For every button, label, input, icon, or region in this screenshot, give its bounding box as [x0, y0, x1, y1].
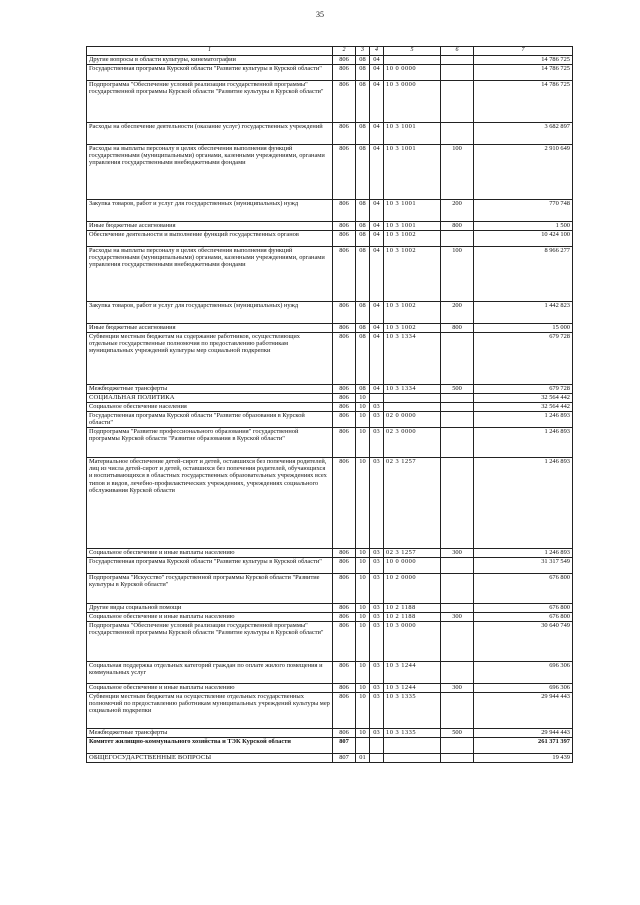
row-pr-code: 03 [370, 693, 384, 729]
row-name: Другие виды социальной помощи [87, 604, 333, 613]
row-gr-code: 806 [333, 604, 356, 613]
row-rz-code: 10 [356, 394, 370, 403]
row-amount: 1 500 [474, 222, 573, 231]
row-amount: 261 371 397 [474, 738, 573, 754]
row-csr-code [384, 403, 441, 412]
row-pr-code: 03 [370, 604, 384, 613]
row-name: Другие вопросы в области культуры, кинематографии [87, 56, 333, 65]
table-row [87, 622, 573, 662]
row-name: СОЦИАЛЬНАЯ ПОЛИТИКА [87, 394, 333, 403]
table-row [87, 65, 573, 81]
row-name: Обеспечение деятельности и выполнение функций государственных органов [87, 231, 333, 247]
row-amount: 31 317 549 [474, 558, 573, 574]
row-amount: 696 306 [474, 662, 573, 684]
row-csr-code [384, 754, 441, 763]
row-name: Иные бюджетные ассигнования [87, 324, 333, 333]
row-pr-code: 03 [370, 403, 384, 412]
row-csr-code: 10 3 1002 [384, 324, 441, 333]
row-amount: 696 306 [474, 684, 573, 693]
row-pr-code: 03 [370, 458, 384, 549]
row-name: Иные бюджетные ассигнования [87, 222, 333, 231]
row-rz-code: 10 [356, 684, 370, 693]
row-vr-code [441, 81, 474, 123]
row-gr-code: 806 [333, 403, 356, 412]
row-vr-code: 300 [441, 684, 474, 693]
row-gr-code: 806 [333, 458, 356, 549]
row-csr-code [384, 394, 441, 403]
row-name: Государственная программа Курской области "Развитие культуры в Курской области" [87, 558, 333, 574]
row-csr-code: 10 3 1334 [384, 333, 441, 385]
table-row [87, 693, 573, 729]
row-rz-code [356, 738, 370, 754]
row-vr-code: 200 [441, 200, 474, 222]
row-csr-code: 10 3 1335 [384, 693, 441, 729]
column-number: 1 [87, 47, 333, 56]
row-pr-code: 04 [370, 145, 384, 200]
row-name: Социальное обеспечение и иные выплаты населению [87, 613, 333, 622]
row-gr-code: 806 [333, 729, 356, 738]
row-rz-code: 10 [356, 604, 370, 613]
row-pr-code: 04 [370, 302, 384, 324]
row-vr-code [441, 65, 474, 81]
row-gr-code: 806 [333, 200, 356, 222]
row-rz-code: 10 [356, 729, 370, 738]
row-pr-code: 04 [370, 81, 384, 123]
row-gr-code: 806 [333, 662, 356, 684]
row-vr-code [441, 622, 474, 662]
row-gr-code: 807 [333, 738, 356, 754]
row-rz-code: 08 [356, 200, 370, 222]
row-gr-code: 806 [333, 428, 356, 458]
row-amount: 1 246 893 [474, 428, 573, 458]
row-rz-code: 08 [356, 145, 370, 200]
row-pr-code [370, 394, 384, 403]
row-amount: 770 748 [474, 200, 573, 222]
table-row [87, 333, 573, 385]
row-gr-code: 806 [333, 302, 356, 324]
row-vr-code: 100 [441, 247, 474, 302]
row-rz-code: 10 [356, 613, 370, 622]
row-csr-code: 10 2 0000 [384, 574, 441, 604]
row-name: Закупка товаров, работ и услуг для государственных (муниципальных) нужд [87, 302, 333, 324]
row-name: Субвенции местным бюджетам на осуществление отдельных государственных полномочий по предоставлению работникам муниципальных учреждений культуры мер социальной подкрепки [87, 693, 333, 729]
row-rz-code: 10 [356, 574, 370, 604]
row-gr-code: 806 [333, 693, 356, 729]
row-rz-code: 08 [356, 222, 370, 231]
row-gr-code: 806 [333, 574, 356, 604]
table-row [87, 324, 573, 333]
row-vr-code [441, 333, 474, 385]
column-number: 2 [333, 47, 356, 56]
row-gr-code: 806 [333, 324, 356, 333]
row-pr-code: 03 [370, 729, 384, 738]
row-pr-code: 03 [370, 684, 384, 693]
row-vr-code: 500 [441, 385, 474, 394]
row-name: Расходы на выплаты персоналу в целях обеспечения выполнения функций государственными (муниципальными) органами, казенными учреждениями, органами управления государственными внебюджетными фондами [87, 145, 333, 200]
table-row [87, 56, 573, 65]
table-row [87, 145, 573, 200]
row-pr-code: 04 [370, 333, 384, 385]
row-vr-code [441, 412, 474, 428]
table-row [87, 231, 573, 247]
row-gr-code: 806 [333, 684, 356, 693]
row-vr-code: 100 [441, 145, 474, 200]
row-vr-code [441, 231, 474, 247]
row-name: Подпрограмма "Обеспечение условий реализации государственной программы" государственной программы Курской области "Развитие культуры в Курской области" [87, 81, 333, 123]
row-vr-code [441, 56, 474, 65]
row-amount: 10 424 100 [474, 231, 573, 247]
table-row [87, 662, 573, 684]
row-gr-code: 806 [333, 394, 356, 403]
row-vr-code: 800 [441, 222, 474, 231]
row-vr-code [441, 754, 474, 763]
row-rz-code: 10 [356, 662, 370, 684]
row-rz-code: 10 [356, 458, 370, 549]
row-vr-code [441, 123, 474, 145]
row-csr-code: 10 2 1188 [384, 604, 441, 613]
row-gr-code: 806 [333, 145, 356, 200]
row-csr-code: 10 3 1001 [384, 145, 441, 200]
row-name: ОБЩЕГОСУДАРСТВЕННЫЕ ВОПРОСЫ [87, 754, 333, 763]
row-gr-code: 806 [333, 549, 356, 558]
table-row [87, 549, 573, 558]
row-csr-code: 10 3 1002 [384, 302, 441, 324]
column-number: 5 [384, 47, 441, 56]
row-csr-code: 02 3 1257 [384, 458, 441, 549]
table-row [87, 428, 573, 458]
row-pr-code [370, 738, 384, 754]
table-row [87, 81, 573, 123]
column-number: 3 [356, 47, 370, 56]
table-row [87, 394, 573, 403]
row-vr-code [441, 574, 474, 604]
row-gr-code: 807 [333, 754, 356, 763]
row-pr-code: 03 [370, 558, 384, 574]
row-csr-code: 10 3 1335 [384, 729, 441, 738]
row-csr-code: 10 3 1002 [384, 231, 441, 247]
table-row [87, 729, 573, 738]
row-vr-code [441, 693, 474, 729]
row-gr-code: 806 [333, 385, 356, 394]
row-amount: 19 439 [474, 754, 573, 763]
row-csr-code [384, 738, 441, 754]
row-gr-code: 806 [333, 333, 356, 385]
table-body [87, 56, 573, 763]
row-amount: 679 728 [474, 385, 573, 394]
row-csr-code: 10 3 1001 [384, 200, 441, 222]
budget-table [86, 46, 573, 763]
row-rz-code: 08 [356, 56, 370, 65]
row-vr-code: 500 [441, 729, 474, 738]
row-csr-code: 10 3 1001 [384, 123, 441, 145]
row-vr-code: 300 [441, 549, 474, 558]
row-csr-code: 10 3 0000 [384, 81, 441, 123]
row-rz-code: 08 [356, 333, 370, 385]
row-name: Социальное обеспечение и иные выплаты населению [87, 549, 333, 558]
row-vr-code [441, 394, 474, 403]
row-name: Государственная программа Курской области "Развитие образования в Курской области" [87, 412, 333, 428]
page-number: 35 [316, 10, 324, 19]
row-amount: 1 246 893 [474, 458, 573, 549]
row-gr-code: 806 [333, 56, 356, 65]
row-gr-code: 806 [333, 558, 356, 574]
table-row [87, 412, 573, 428]
row-rz-code: 10 [356, 412, 370, 428]
row-amount: 32 564 442 [474, 394, 573, 403]
row-name: Материальное обеспечение детей-сирот и детей, оставшихся без попечения родителей, лиц из числа детей-сирот и детей, оставшихся без попечения родителей, обучающихся и воспитывающихся в областных государственных образовательных учреждениях всех типов и видов, лечебно-профилактических учреждениях, учреждениях социального обслуживания Курской области [87, 458, 333, 549]
row-rz-code: 08 [356, 385, 370, 394]
row-pr-code: 04 [370, 65, 384, 81]
table-row [87, 302, 573, 324]
row-vr-code [441, 428, 474, 458]
row-pr-code: 03 [370, 662, 384, 684]
table-row [87, 613, 573, 622]
row-rz-code: 10 [356, 549, 370, 558]
row-name: Комитет жилищно-коммунального хозяйства и ТЭК Курской области [87, 738, 333, 754]
row-name: Закупка товаров, работ и услуг для государственных (муниципальных) нужд [87, 200, 333, 222]
row-csr-code: 10 2 1188 [384, 613, 441, 622]
row-rz-code: 10 [356, 428, 370, 458]
row-gr-code: 806 [333, 123, 356, 145]
row-pr-code: 03 [370, 549, 384, 558]
table-row [87, 247, 573, 302]
column-number: 4 [370, 47, 384, 56]
row-csr-code: 02 0 0000 [384, 412, 441, 428]
row-vr-code: 300 [441, 613, 474, 622]
row-amount: 1 442 823 [474, 302, 573, 324]
row-name: Социальное обеспечение населения [87, 403, 333, 412]
row-name: Расходы на обеспечение деятельности (оказание услуг) государственных учреждений [87, 123, 333, 145]
row-rz-code: 08 [356, 324, 370, 333]
row-gr-code: 806 [333, 412, 356, 428]
row-amount: 30 640 749 [474, 622, 573, 662]
row-gr-code: 806 [333, 613, 356, 622]
row-amount: 14 786 725 [474, 65, 573, 81]
row-pr-code: 04 [370, 200, 384, 222]
row-amount: 679 728 [474, 333, 573, 385]
row-name: Субвенции местным бюджетам на содержание работников, осуществляющих отдельные государственные полномочия по предоставлению работникам муниципальных учреждений культуры мер социальной подкрепки [87, 333, 333, 385]
row-amount: 29 944 443 [474, 693, 573, 729]
table-row [87, 558, 573, 574]
column-number: 7 [474, 47, 573, 56]
row-csr-code: 10 0 0000 [384, 65, 441, 81]
row-rz-code: 10 [356, 622, 370, 662]
row-gr-code: 806 [333, 65, 356, 81]
row-csr-code: 10 3 1334 [384, 385, 441, 394]
column-number: 6 [441, 47, 474, 56]
row-amount: 14 786 725 [474, 81, 573, 123]
row-rz-code: 08 [356, 81, 370, 123]
row-pr-code: 04 [370, 247, 384, 302]
row-pr-code: 04 [370, 222, 384, 231]
row-name: Подпрограмма "Развитие профессионального образования" государственной программы Курской области "Развитие образования в Курской области" [87, 428, 333, 458]
table-row [87, 574, 573, 604]
row-amount: 14 786 725 [474, 56, 573, 65]
row-csr-code: 10 3 0000 [384, 622, 441, 662]
row-rz-code: 08 [356, 65, 370, 81]
row-gr-code: 806 [333, 622, 356, 662]
row-vr-code [441, 458, 474, 549]
row-amount: 676 800 [474, 574, 573, 604]
row-rz-code: 08 [356, 123, 370, 145]
row-vr-code [441, 604, 474, 613]
table-row [87, 403, 573, 412]
row-csr-code: 02 3 0000 [384, 428, 441, 458]
table-row [87, 754, 573, 763]
table-row [87, 200, 573, 222]
row-csr-code [384, 56, 441, 65]
row-rz-code: 10 [356, 403, 370, 412]
row-csr-code: 02 3 1257 [384, 549, 441, 558]
row-pr-code: 03 [370, 613, 384, 622]
table-row [87, 123, 573, 145]
row-name: Социальное обеспечение и иные выплаты населению [87, 684, 333, 693]
row-rz-code: 01 [356, 754, 370, 763]
row-csr-code: 10 3 1001 [384, 222, 441, 231]
row-amount: 2 910 649 [474, 145, 573, 200]
row-name: Государственная программа Курской области "Развитие культуры в Курской области" [87, 65, 333, 81]
row-name: Социальная поддержка отдельных категорий граждан по оплате жилого помещения и коммунальных услуг [87, 662, 333, 684]
row-name: Подпрограмма "Обеспечение условий реализации государственной программы" государственной программы Курской области "Развитие культуры в Курской области" [87, 622, 333, 662]
row-amount: 15 000 [474, 324, 573, 333]
row-amount: 29 944 443 [474, 729, 573, 738]
row-pr-code [370, 754, 384, 763]
row-vr-code [441, 662, 474, 684]
row-amount: 676 800 [474, 613, 573, 622]
row-amount: 1 246 893 [474, 549, 573, 558]
row-pr-code: 03 [370, 428, 384, 458]
row-pr-code: 04 [370, 231, 384, 247]
row-pr-code: 04 [370, 324, 384, 333]
row-vr-code [441, 558, 474, 574]
table-row [87, 684, 573, 693]
row-pr-code: 04 [370, 56, 384, 65]
table-row [87, 738, 573, 754]
row-amount: 3 682 897 [474, 123, 573, 145]
row-pr-code: 04 [370, 123, 384, 145]
row-gr-code: 806 [333, 247, 356, 302]
row-gr-code: 806 [333, 222, 356, 231]
column-number-row [87, 47, 573, 56]
row-rz-code: 08 [356, 247, 370, 302]
row-rz-code: 08 [356, 302, 370, 324]
row-amount: 32 564 442 [474, 403, 573, 412]
row-pr-code: 03 [370, 622, 384, 662]
row-csr-code: 10 3 1244 [384, 662, 441, 684]
row-amount: 676 800 [474, 604, 573, 613]
row-vr-code: 800 [441, 324, 474, 333]
table-row [87, 385, 573, 394]
row-gr-code: 806 [333, 231, 356, 247]
row-name: Расходы на выплаты персоналу в целях обеспечения выполнения функций государственными (муниципальными) органами, казенными учреждениями, органами управления государственными внебюджетными фондами [87, 247, 333, 302]
row-vr-code [441, 738, 474, 754]
row-csr-code: 10 0 0000 [384, 558, 441, 574]
row-amount: 1 246 893 [474, 412, 573, 428]
row-pr-code: 03 [370, 412, 384, 428]
table-row [87, 458, 573, 549]
row-rz-code: 08 [356, 231, 370, 247]
row-csr-code: 10 3 1244 [384, 684, 441, 693]
row-name: Межбюджетные трансферты [87, 385, 333, 394]
row-name: Подпрограмма "Искусство" государственной программы Курской области "Развитие культуры в Курской области" [87, 574, 333, 604]
row-pr-code: 04 [370, 385, 384, 394]
row-rz-code: 10 [356, 693, 370, 729]
row-gr-code: 806 [333, 81, 356, 123]
row-name: Межбюджетные трансферты [87, 729, 333, 738]
table-row [87, 604, 573, 613]
row-amount: 8 966 277 [474, 247, 573, 302]
row-csr-code: 10 3 1002 [384, 247, 441, 302]
row-pr-code: 03 [370, 574, 384, 604]
row-vr-code [441, 403, 474, 412]
row-rz-code: 10 [356, 558, 370, 574]
table-row [87, 222, 573, 231]
row-vr-code: 200 [441, 302, 474, 324]
